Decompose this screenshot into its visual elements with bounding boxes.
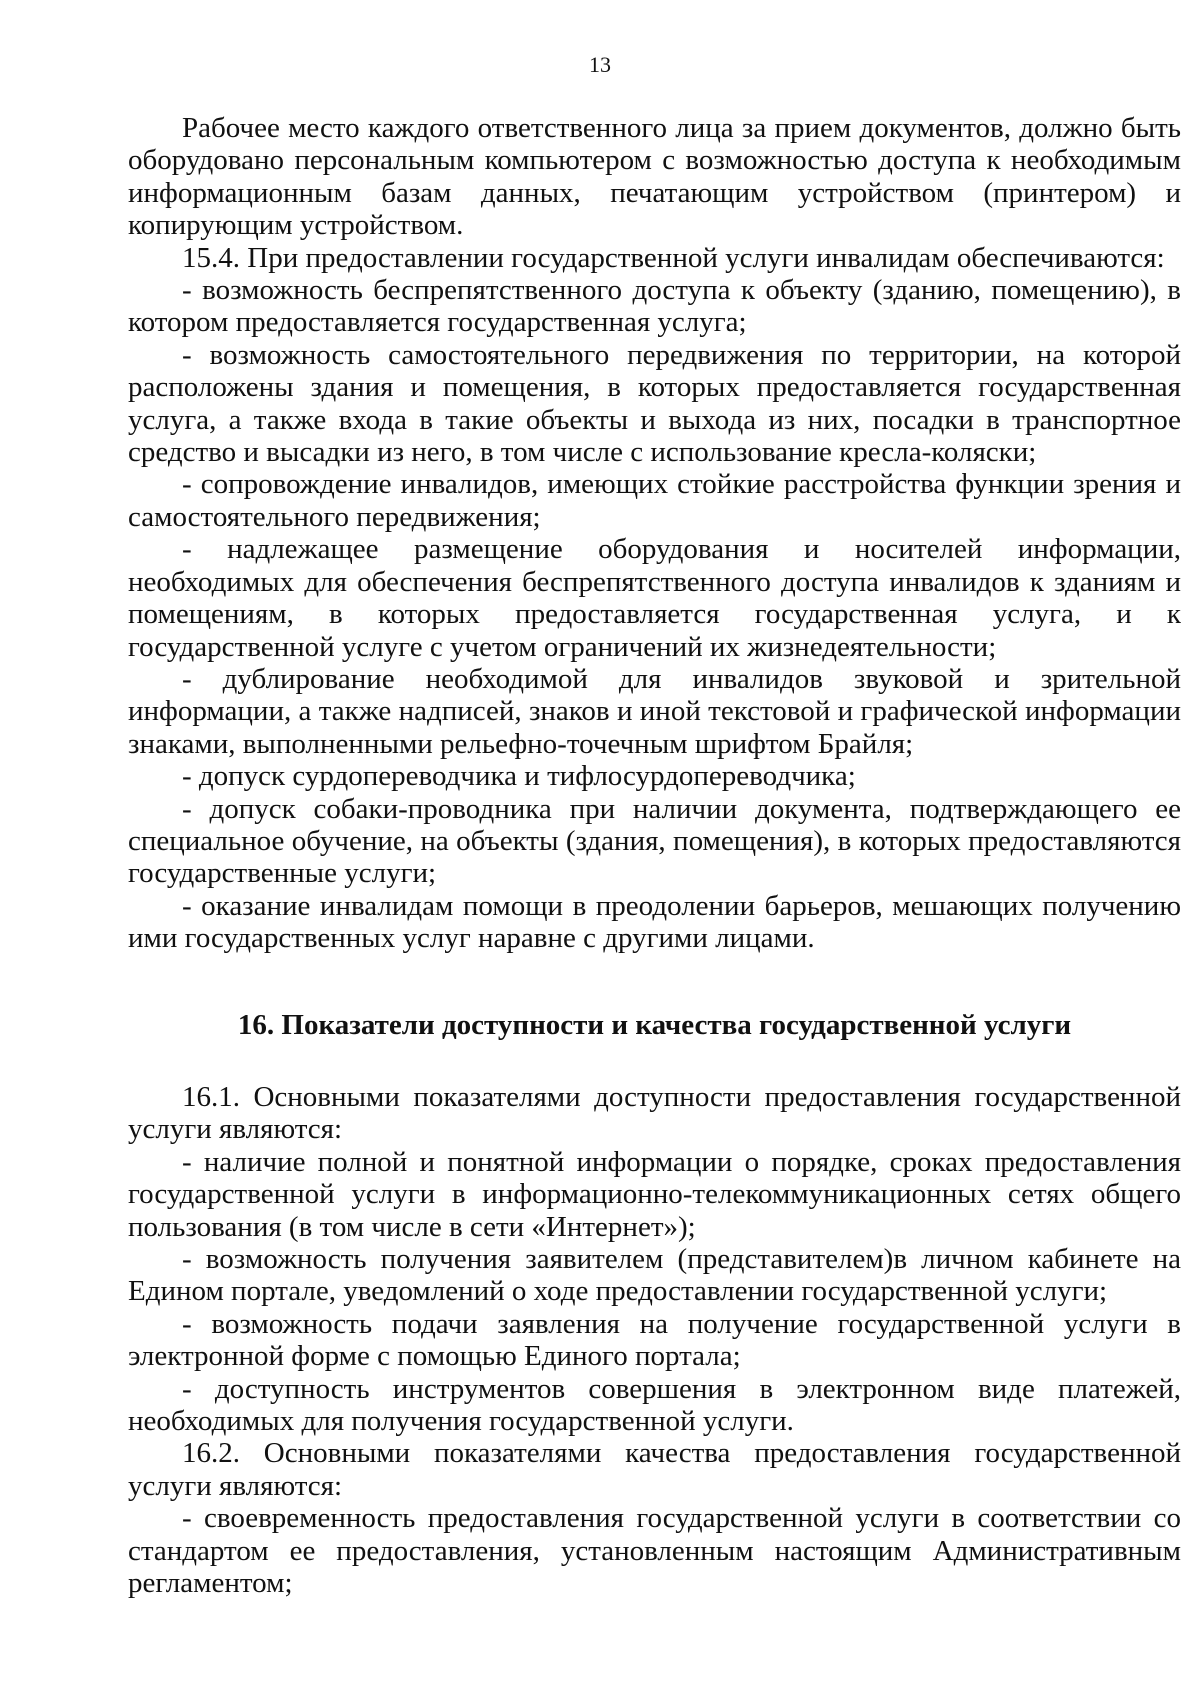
list-item-braille-duplication: - дублирование необходимой для инвалидов звуковой и зрительной информации, а также надписей, знаков и иной текстовой и графической информации знаками, выполненными рельефно-точечным шрифтом Брайля; [128,662,1181,760]
list-item-complete-information: - наличие полной и понятной информации о порядке, сроках предоставления государственной услуги в информационно-телекоммуникационных сетях общего пользования (в том числе в сети «Интернет»); [128,1145,1181,1243]
list-item-timeliness: - своевременность предоставления государственной услуги в соответствии со стандартом ее предоставления, установленным настоящим Административным регламентом; [128,1502,1181,1600]
page-number: 13 [589,52,611,77]
list-item-escort: - сопровождение инвалидов, имеющих стойкие расстройства функции зрения и самостоятельного передвижения; [128,468,1181,533]
section-16-body [128,1081,1181,1600]
section-15-body [128,112,1181,955]
list-item-equipment-placement: - надлежащее размещение оборудования и носителей информации, необходимых для обеспечения беспрепятственного доступа инвалидов к зданиям и помещениям, в которых предоставляется государственная услуга, и к государственной услуге с учетом ограничений их жизнедеятельности; [128,533,1181,663]
list-item-building-access: - возможность беспрепятственного доступа к объекту (зданию, помещению), в котором предоставляется государственная услуга; [128,274,1181,339]
section-16-heading: 16. Показатели доступности и качества государственной услуги [237,1009,1072,1041]
paragraph-15-4-intro: 15.4. При предоставлении государственной услуги инвалидам обеспечиваются: [182,241,1165,274]
list-item-personal-cabinet-notifications: - возможность получения заявителем (представителем)в личном кабинете на Едином портале, уведомлений о ходе предоставлении государственной услуги; [128,1243,1181,1308]
list-item-electronic-application: - возможность подачи заявления на получение государственной услуги в электронной форме с помощью Единого портала; [128,1307,1181,1373]
paragraph-16-2-intro: 16.2. Основными показателями качества предоставления государственной услуги являются: [128,1437,1181,1502]
list-item-guide-dog: - допуск собаки-проводника при наличии документа, подтверждающего ее специальное обучение, на объекты (здания, помещения), в которых предоставляются государственные услуги; [128,792,1181,890]
list-item-electronic-payments: - доступность инструментов совершения в электронном виде платежей, необходимых для получения государственной услуги. [128,1372,1181,1438]
list-item-sign-interpreter: - допуск сурдопереводчика и тифлосурдопереводчика; [182,760,856,793]
list-item-independent-movement: - возможность самостоятельного передвижения по территории, на которой расположены здания и помещения, в которых предоставляется государственная услуга, а также входа в такие объекты и выхода из них, посадки в транспортное средство и высадки из него, в том числе с использование кресла-коляски; [128,338,1181,469]
paragraph-16-1-intro: 16.1. Основными показателями доступности предоставления государственной услуги являются: [128,1081,1181,1146]
paragraph-workplace-equipment: Рабочее место каждого ответственного лица за прием документов, должно быть оборудовано персональным компьютером с возможностью доступа к необходимым информационным базам данных, печатающим устройством (принтером) и копирующим устройством. [128,112,1181,242]
list-item-barrier-assistance: - оказание инвалидам помощи в преодолении барьеров, мешающих получению ими государственных услуг наравне с другими лицами. [128,889,1181,955]
